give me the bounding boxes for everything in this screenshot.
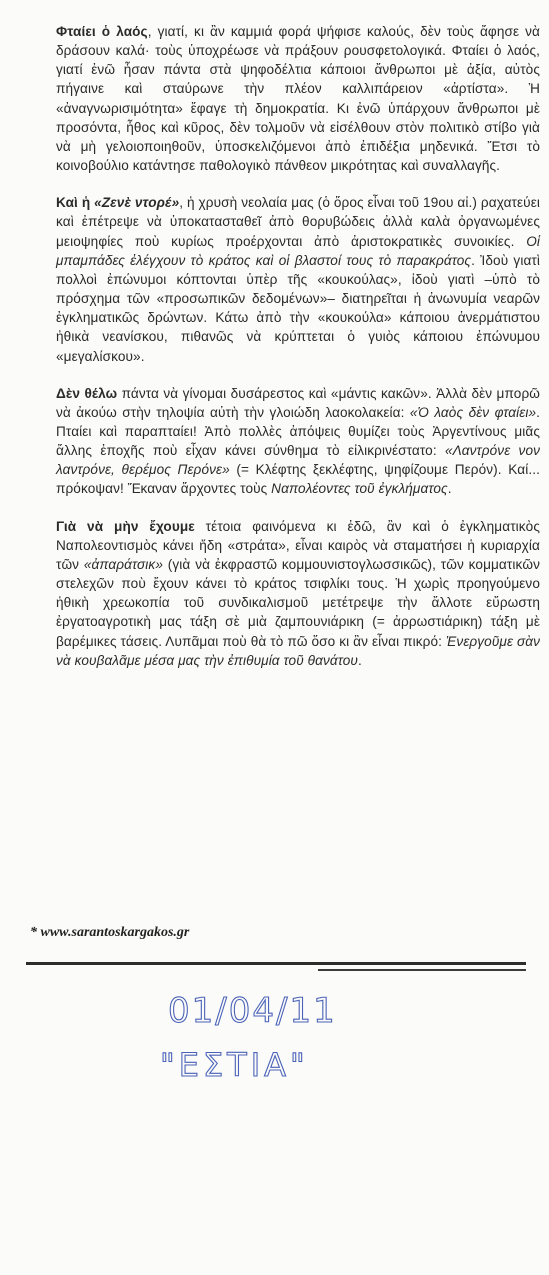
handwritten-date: 01/04/11: [168, 991, 337, 1031]
paragraph-lead-italic: «Ζενὲ ντορέ»: [94, 195, 180, 211]
paragraph-text: , ἡ χρυσὴ νεολαία μας (ὁ ὅρος εἶναι τοῦ 19ου αἰ.) ραχατεύει καὶ ἐπέτρεψε νὰ ὑποκατασταθεῖ ἀπὸ θορυβώδεις ἀλλὰ καλὰ ὀργανωμένες μειοψηφίες ποὺ κυρίως προέρχονται ἀπὸ ἀριστοκρατικὲς συνοικίες.: [56, 195, 540, 249]
paragraph-italic: Ναπολέοντες τοῦ ἐγκλήματος: [271, 481, 448, 497]
paragraph-italic: Ἐνεργοῦμε σὰν νὰ κουβαλᾶμε μέσα μας τὴν ἐπιθυμία τοῦ θανάτου: [56, 633, 540, 668]
paragraph-text: , γιατί, κι ἂν καμμιά φορά ψήφισε καλούς, δὲν τοὺς ἄφησε νὰ δράσουν καλά· τοὺς ὑποχρέωσε νὰ πράξουν ρουσφετολογικά. Φταίει ὁ λαός, γιατί ἐνῶ ἦσαν πάντα στὰ ψηφοδέλτια κάποιοι ἄνθρωποι μὲ ἀξία, αὐτὸς πήγαινε καὶ σταύρωνε τὴν πλέον καλλιπάρειον «ἀρτίστα». Ἡ «ἀναγνωρισιμότητα» ἔφαγε τὴ δημοκρατία. Κι ἐνῶ ὑπάρχουν ἄνθρωποι μὲ προσόντα, ἦθος καὶ κῦρος, δὲν τολμοῦν νὰ εἰσέλθουν στὸν πολιτικὸ στίβο γιὰ νὰ μὴ γελοιοποιηθοῦν, ὑποσκελιζόμενοι ἀπὸ ἐπιδέξια μηδενικά. Ἔτσι τὸ κοινοβούλιο κατάντησε παθολογικὸ πάνθεον μικρότητας καὶ συναλλαγῆς.: [56, 24, 540, 174]
author-website-footnote: * www.sarantoskargakos.gr: [30, 925, 190, 940]
paragraph-lead: Καὶ ἡ: [56, 195, 95, 211]
paragraph-lead: Φταίει ὁ λαός: [56, 24, 148, 39]
paragraph-4: [56, 517, 540, 670]
paragraph-text: τέτοια φαινόμενα κι ἐδῶ, ἂν καὶ ὁ ἐγκληματικὸς Ναπολεοντισμὸς κάνει ἤδη «στράτα», εἶναι καιρὸς νὰ σταματήσει ἡ κυριαρχία τῶν: [56, 518, 540, 572]
paragraph-lead: Γιὰ νὰ μὴν ἔχουμε: [56, 518, 195, 534]
paragraph-1: [56, 22, 540, 175]
paragraph-text: (= Κλέφτης ξεκλέφτης, ψηφίζουμε Περόν). Καί... πρόκοψαν! Ἔκαναν ἄρχοντες τοὺς: [56, 462, 540, 497]
handwritten-annotation: [160, 980, 420, 1100]
paragraph-italic: «ἀπαράτσικ»: [83, 556, 163, 572]
handwritten-annotation-svg: [160, 980, 420, 1100]
article-column: [56, 22, 540, 688]
paragraph-text: πάντα νὰ γίνομαι δυσάρεστος καὶ «μάντις κακῶν». Ἀλλὰ δὲν μπορῶ νὰ ἀκούω στὴν τηλοψία αὐτὴ τὴν γλοιώδη λαοκολακεία:: [56, 385, 540, 420]
paragraph-text: . Ἰδοὺ γιατὶ πολλοὶ ἐπώνυμοι κόπτονται ὑπὲρ τῆς «κουκούλας», ἰδοὺ γιατὶ –ὑπὸ τὸ πρόσχημα τῶν «προσωπικῶν δεδομένων»– διατηρεῖται ἡ ἀνωνυμία νεαρῶν ἐγκληματικῶς δρώντων. Κάτω ἀπὸ τὴν «κουκούλα» κάποιου ἀνερμάτιστου ἠθικὰ νεανίσκου, πιθανῶς νὰ κρύπτεται ὁ γυιὸς κάποιου ἐπώνυμου «μεγαλίσκου».: [56, 252, 540, 364]
paragraph-lead: Δὲν θέλω: [56, 385, 118, 401]
paragraph-3: [56, 384, 540, 499]
paragraph-text: (γιὰ νὰ ἐκφραστῶ κομμουνιστογλωσσικῶς), τῶν κομματικῶν στελεχῶν ποὺ ἔχουν κάνει τὸ κράτος τσιφλίκι τους. Ἡ χωρὶς προηγούμενο ἠθικὴ χρεωκοπία τοῦ συνδικαλισμοῦ μετέτρεψε τὴν ἄλλοτε εὔρωστη ἐργατοαγροτικὴ μας τάξη σὲ μιὰ ζαμπουνιάρικη (= ἀρρωστιάρικη) τάξη μὲ βαρέμικες τάσεις. Λυπᾶμαι ποὺ θὰ τὸ πῶ ὅσο κι ἂν εἶναι πικρό:: [56, 556, 540, 649]
paragraph-text: .: [447, 481, 452, 497]
paragraph-italic: Οἱ μπαμπάδες ἐλέγχουν τὸ κράτος καὶ οἱ βλαστοί τους τὸ παρακράτος: [56, 233, 540, 268]
handwritten-source: "ΕΣΤΙΑ": [160, 1046, 309, 1084]
divider-rule-short: [318, 969, 526, 971]
paragraph-italic: «Ὁ λαὸς δὲν φταίει»: [409, 404, 537, 420]
divider-rule: [26, 962, 526, 965]
paragraph-text: . Πταίει καὶ παραπταίει! Ἀπὸ πολλὲς ἀπόψεις θυμίζει τοὺς Ἀργεντίνους μιᾶς ἄλλης ἐποχῆς ποὺ εἶχαν κάνει σύνθημα τὸ εἰλικρινέστατο:: [56, 404, 541, 459]
paragraph-2: [56, 193, 540, 365]
paragraph-italic: «Λαντρόνε νον λαντρόνε, θερέμος Περόνε»: [56, 443, 540, 478]
paragraph-text: .: [357, 652, 362, 668]
